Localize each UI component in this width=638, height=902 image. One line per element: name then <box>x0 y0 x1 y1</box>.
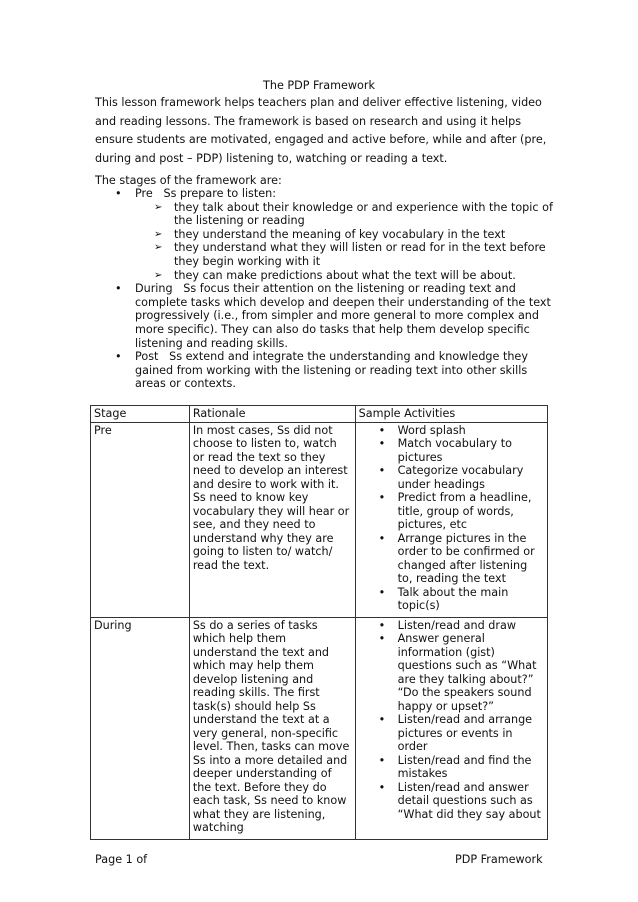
activities-list <box>359 619 544 822</box>
arrow-bullet-icon: ➢ <box>154 228 163 240</box>
table-header-row <box>91 406 548 423</box>
intro-paragraph <box>95 94 555 168</box>
bullet-icon: • <box>378 585 386 599</box>
sub-item <box>135 201 555 228</box>
sub-item-text: they understand what they will listen or read for in the text before they begin working with it <box>174 241 546 268</box>
stage-item-post <box>95 350 555 391</box>
arrow-bullet-icon: ➢ <box>154 201 163 213</box>
cell-stage: Pre <box>91 422 190 617</box>
bullet-icon: • <box>115 187 122 200</box>
activity-text: Arrange pictures in the order to be confirmed or changed after listening to, reading the text <box>397 531 535 585</box>
activity-item <box>359 713 544 754</box>
table-row <box>91 422 548 617</box>
header-stage: Stage <box>91 406 190 423</box>
bullet-icon: • <box>378 618 386 632</box>
activity-text: Talk about the main topic(s) <box>397 585 509 612</box>
stage-name: During <box>135 282 173 296</box>
activity-item <box>359 437 544 464</box>
sub-item-text: they can make predictions about what the text will be about. <box>174 268 516 282</box>
sub-item-text: they talk about their knowledge or and experience with the topic of the listening or reading <box>174 200 553 228</box>
arrow-bullet-icon: ➢ <box>154 269 163 281</box>
stage-text: Ss prepare to listen: <box>163 187 277 200</box>
bullet-icon: • <box>378 491 386 504</box>
bullet-icon: • <box>378 780 386 794</box>
bullet-icon: • <box>378 437 386 450</box>
cell-stage: During <box>91 617 190 839</box>
stage-text: Ss focus their attention on the listening or reading text and complete tasks which develop and deepen their understanding of the text progressively (i.e., from simpler and more general to more complex and more specific). They can also do tasks that help them develop specific listening and reading skills. <box>135 282 551 350</box>
stage-item-during <box>95 282 555 350</box>
stages-heading: The stages of the framework are: <box>95 174 282 187</box>
bullet-icon: • <box>378 713 386 726</box>
sub-item <box>135 228 555 242</box>
activity-item <box>359 619 544 633</box>
stage-name: Pre <box>135 187 153 200</box>
activity-item <box>359 586 544 613</box>
activity-text: Listen/read and find the mistakes <box>397 753 532 780</box>
header-activities: Sample Activities <box>355 406 547 423</box>
arrow-bullet-icon: ➢ <box>154 242 163 254</box>
activity-item <box>359 532 544 586</box>
activity-text: Answer general information (gist) questions such as “What are they talking about?” “Do the speakers sound happy or upset?” <box>397 632 537 713</box>
sub-item-text: they understand the meaning of key vocabulary in the text <box>174 227 506 241</box>
intro-text: This lesson framework helps teachers plan and deliver effective listening, video and reading lessons. The framework is based on research and using it helps ensure students are motivated, engaged and active before, while and after (pre, during and post – PDP) listening to, watching or reading a text. <box>95 96 547 165</box>
activity-item <box>359 632 544 713</box>
activity-text: Categorize vocabulary under headings <box>397 464 524 491</box>
bullet-icon: • <box>378 753 386 767</box>
bullet-icon: • <box>115 350 122 364</box>
cell-activities <box>355 422 547 617</box>
activity-item <box>359 424 544 438</box>
stages-list <box>95 187 555 391</box>
activity-text: Listen/read and answer detail questions such as “What did they say about <box>397 780 541 821</box>
bullet-icon: • <box>115 282 122 296</box>
footer-doc-title: PDP Framework <box>455 853 543 866</box>
framework-table <box>90 405 548 840</box>
pre-sub-list <box>135 201 555 283</box>
cell-rationale: Ss do a series of tasks which help them understand the text and which may help them develop listening and reading skills. The first task(s) should help Ss understand the text at a very general, non-specific level. Then, tasks can move Ss into a more detailed and deeper understanding of the text. Before they do each task, Ss need to know what they are listening, watching <box>189 617 355 839</box>
activity-item <box>359 781 544 822</box>
activity-item <box>359 491 544 532</box>
header-rationale: Rationale <box>189 406 355 423</box>
activities-list <box>359 424 544 613</box>
table-row <box>91 617 548 839</box>
sub-item <box>135 241 555 268</box>
activity-item <box>359 464 544 491</box>
activity-text: Predict from a headline, title, group of words, pictures, etc <box>397 491 532 531</box>
bullet-icon: • <box>378 423 386 437</box>
activity-text: Listen/read and draw <box>397 618 516 632</box>
stage-item-pre <box>95 187 555 282</box>
bullet-icon: • <box>378 632 386 645</box>
cell-rationale: In most cases, Ss did not choose to listen to, watch or read the text so they need to develop an interest and desire to work with it. Ss need to know key vocabulary they will hear or see, and they need to understand why they are going to listen to/ watch/ read the text. <box>189 422 355 617</box>
sub-item <box>135 269 555 283</box>
footer-page-number: Page 1 of <box>95 853 148 866</box>
bullet-icon: • <box>378 464 386 477</box>
page-title: The PDP Framework <box>263 79 375 92</box>
stage-text: Ss extend and integrate the understanding and knowledge they gained from working with the listening or reading text into other skills areas or contexts. <box>135 350 528 391</box>
stage-name: Post <box>135 350 159 364</box>
activity-text: Word splash <box>397 423 466 437</box>
activity-text: Listen/read and arrange pictures or events in order <box>397 713 533 753</box>
activity-item <box>359 754 544 781</box>
bullet-icon: • <box>378 531 386 545</box>
cell-activities <box>355 617 547 839</box>
activity-text: Match vocabulary to pictures <box>397 437 512 464</box>
